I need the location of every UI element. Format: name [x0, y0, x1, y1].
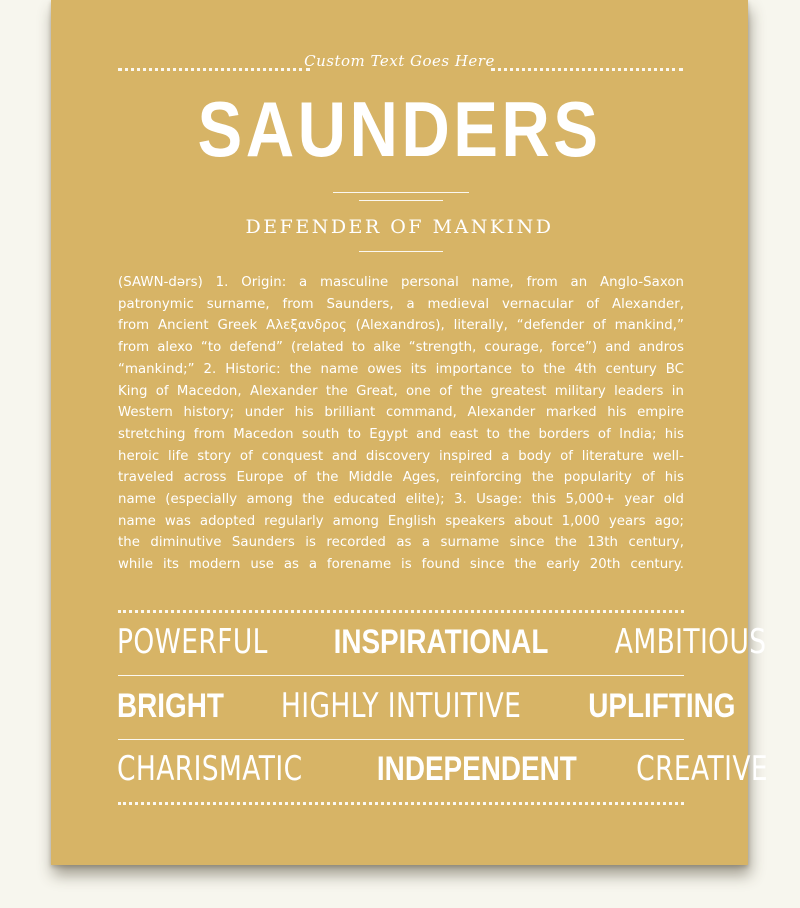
trait-word: CREATIVE	[635, 749, 768, 789]
trait-row-3	[117, 749, 768, 789]
top-right-dotted-divider	[491, 68, 683, 71]
definition-line: name (especially among the educated elite); 3. Usage: this 5,000+ year old	[118, 492, 684, 508]
trait-word: POWERFUL	[117, 622, 268, 662]
definition-line: (SAWN-dərs) 1. Origin: a masculine personal name, from an Anglo-Saxon	[118, 275, 684, 290]
definition-line: from alexo “to defend” (related to alke “strength, courage, force”) and andros	[118, 340, 684, 356]
definition-line: traveled across Europe of the Middle Ages, reinforcing the popularity of his	[118, 470, 684, 486]
traits-rule-2	[118, 739, 684, 740]
name-definition	[118, 272, 684, 576]
definition-line: heroic life story of conquest and discovery inspired a body of literature well-	[118, 448, 684, 464]
traits-rule-1	[118, 675, 684, 676]
name-meaning: DEFENDER OF MANKIND	[245, 216, 554, 238]
definition-line: while its modern use as a forename is found since the early 20th century.	[118, 557, 684, 573]
definition-line: King of Macedon, Alexander the Great, one of the greatest military leaders in	[118, 383, 684, 399]
trait-word: INDEPENDENT	[376, 750, 577, 788]
definition-line: “mankind;” 2. Historic: the name owes its importance to the 4th century BC	[118, 361, 684, 377]
trait-word: INSPIRATIONAL	[333, 623, 549, 661]
definition-line: Western history; under his brilliant command, Alexander marked his empire	[118, 405, 684, 421]
trait-word: HIGHLY INTUITIVE	[281, 686, 522, 726]
trait-row-1	[117, 622, 767, 662]
custom-text: Custom Text Goes Here	[304, 52, 495, 70]
trait-word: AMBITIOUS	[615, 622, 767, 662]
definition-line: patronymic surname, from Saunders, a medieval vernacular of Alexander,	[118, 296, 684, 312]
definition-line: from Ancient Greek Αλεξανδρος (Alexandros), literally, “defender of mankind,”	[118, 318, 684, 334]
definition-line: stretching from Macedon south to Egypt and east to the borders of India; his	[118, 426, 684, 442]
traits-bottom-dotted-divider	[118, 802, 684, 805]
surname-title: SAUNDERS	[197, 85, 602, 173]
definition-line: the diminutive Saunders is recorded as a surname since the 13th century,	[118, 535, 684, 551]
trait-word: UPLIFTING	[587, 687, 735, 725]
trait-word: BRIGHT	[117, 687, 224, 725]
definition-line: name was adopted regularly among English speakers about 1,000 years ago;	[118, 513, 684, 529]
trait-word: CHARISMATIC	[117, 749, 303, 789]
trait-row-2	[117, 686, 735, 726]
meaning-rule	[359, 251, 443, 252]
traits-top-dotted-divider	[118, 610, 684, 613]
title-rule-upper	[333, 192, 469, 193]
title-rule-lower	[359, 200, 443, 201]
name-poster	[51, 0, 768, 865]
